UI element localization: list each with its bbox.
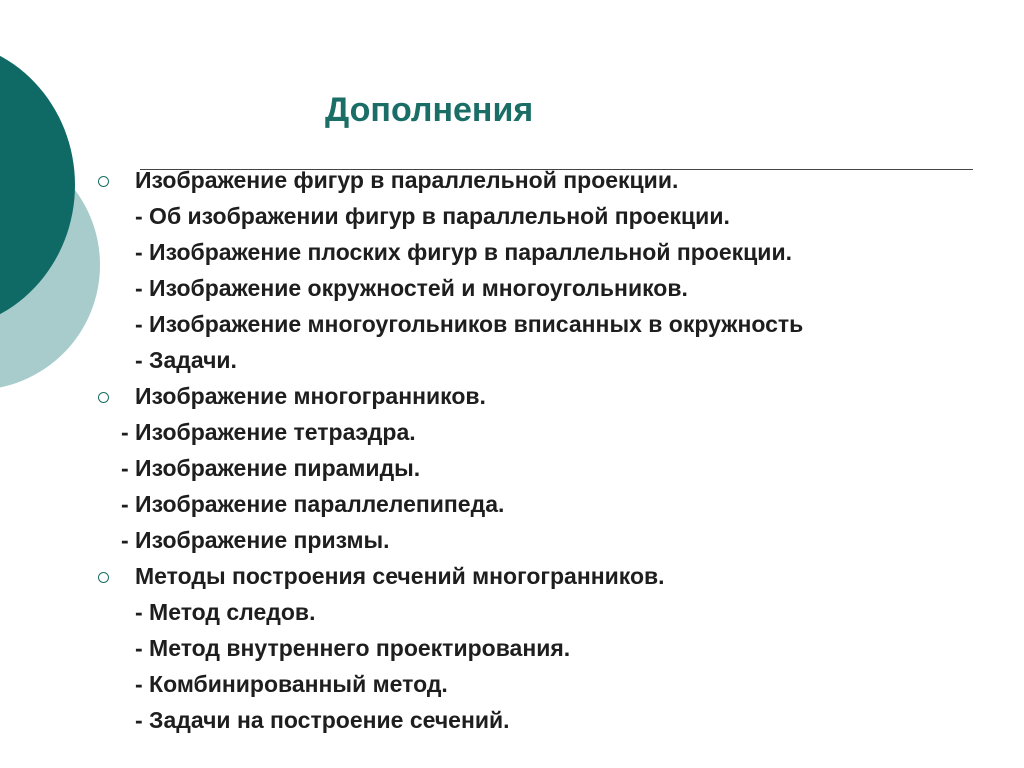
section-heading: Методы построения сечений многогранников. [135, 563, 665, 589]
section-heading: Изображение фигур в параллельной проекции. [135, 167, 679, 193]
list-item: - Задачи на построение сечений. [135, 707, 510, 733]
list-item: - Изображение многоугольников вписанных в окружность [135, 311, 804, 337]
list-item: - Изображение параллелепипеда. [121, 491, 505, 517]
section-heading: Изображение многогранников. [135, 383, 486, 409]
slide-title: Дополнения [325, 91, 534, 129]
list-item: - Изображение тетраэдра. [121, 419, 416, 445]
section-bullet-icon [98, 572, 109, 583]
list-item: - Изображение призмы. [121, 527, 390, 553]
section-bullet-icon [98, 176, 109, 187]
list-item: - Изображение плоских фигур в параллельной проекции. [135, 239, 792, 265]
list-item: - Метод следов. [135, 599, 316, 625]
list-item: - Изображение пирамиды. [121, 455, 421, 481]
list-item: - Комбинированный метод. [135, 671, 448, 697]
section-bullet-icon [98, 392, 109, 403]
list-item: - Задачи. [135, 347, 237, 373]
list-item: - Метод внутреннего проектирования. [135, 635, 571, 661]
list-item: - Изображение окружностей и многоугольников. [135, 275, 688, 301]
list-item: - Об изображении фигур в параллельной проекции. [135, 203, 730, 229]
